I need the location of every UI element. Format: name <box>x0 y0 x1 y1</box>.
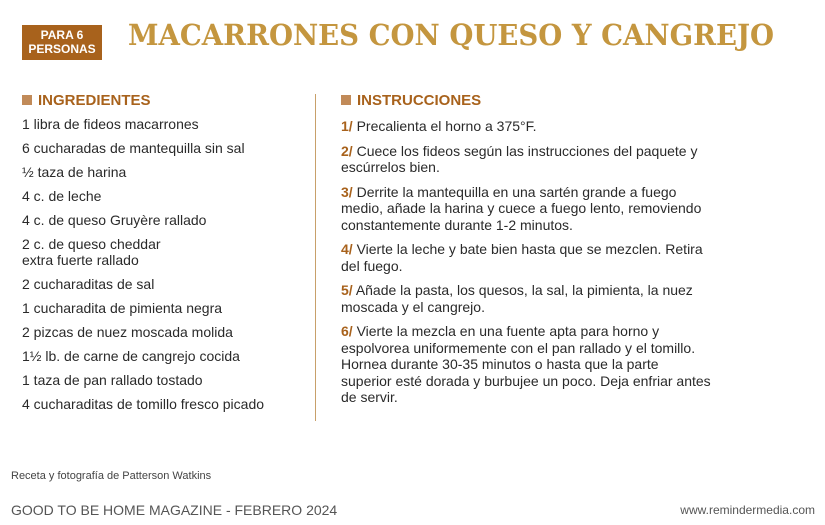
instructions-heading-label: INSTRUCCIONES <box>357 92 482 109</box>
step-text: Vierte la leche y bate bien hasta que se mezclen. Retira del fuego. <box>341 241 703 274</box>
step-text: Vierte la mezcla en una fuente apta para horno y espolvorea uniformemente con el pan rallado y el tomillo. Hornea durante 30-35 minutos o hasta que la parte superior esté dorada y burbujee un poco. Deja enfriar antes de servir. <box>341 323 711 405</box>
step-text: Cuece los fideos según las instrucciones del paquete y escúrrelos bien. <box>341 142 698 175</box>
step-number: 2/ <box>341 142 353 159</box>
step-number: 3/ <box>341 183 353 200</box>
instructions-list <box>341 118 711 414</box>
servings-badge <box>22 25 102 60</box>
magazine-footer: GOOD TO BE HOME MAGAZINE - FEBRERO 2024 <box>11 502 338 518</box>
step-number: 1/ <box>341 118 353 134</box>
column-divider <box>315 94 316 421</box>
step-number: 5/ <box>341 282 353 298</box>
recipe-title: MACARRONES CON QUESO Y CANGREJO <box>128 18 775 52</box>
instruction-step <box>341 323 711 406</box>
instruction-step <box>341 118 711 135</box>
instruction-step <box>341 184 711 234</box>
ingredient-item: 1½ lb. de carne de cangrejo cocida <box>22 348 240 364</box>
instruction-step <box>341 282 711 315</box>
ingredient-item: 4 c. de queso Gruyère rallado <box>22 212 207 228</box>
ingredient-item: 4 c. de leche <box>22 188 102 204</box>
step-number: 4/ <box>341 241 353 257</box>
ingredients-heading-label: INGREDIENTES <box>38 92 151 109</box>
ingredient-item: 2 c. de queso cheddar extra fuerte rallado <box>22 236 161 268</box>
ingredient-item: 6 cucharadas de mantequilla sin sal <box>22 140 245 156</box>
ingredient-item: 2 pizcas de nuez moscada molida <box>22 324 233 340</box>
ingredient-item: 4 cucharaditas de tomillo fresco picado <box>22 396 265 412</box>
ingredient-item: 2 cucharaditas de sal <box>22 276 155 292</box>
step-text: Derrite la mantequilla en una sartén grande a fuego medio, añade la harina y cuece a fuego lento, removiendo constantemente durante 1-2 minutos. <box>341 183 702 233</box>
instruction-step <box>341 241 711 274</box>
instruction-step <box>341 143 711 176</box>
servings-line1: PARA 6 <box>40 28 84 42</box>
instructions-heading <box>341 92 481 109</box>
website-link[interactable]: www.remindermedia.com <box>680 503 815 517</box>
ingredient-item: 1 libra de fideos macarrones <box>22 116 199 132</box>
ingredients-heading <box>22 92 151 109</box>
ingredient-item: 1 cucharadita de pimienta negra <box>22 300 223 316</box>
square-bullet-icon <box>22 95 32 105</box>
step-number: 6/ <box>341 323 353 339</box>
square-bullet-icon <box>341 95 351 105</box>
ingredients-list <box>22 116 264 420</box>
ingredient-item: 1 taza de pan rallado tostado <box>22 372 203 388</box>
step-text: Añade la pasta, los quesos, la sal, la pimienta, la nuez moscada y el cangrejo. <box>341 282 693 315</box>
servings-line2: PERSONAS <box>28 42 96 56</box>
ingredient-item: ½ taza de harina <box>22 164 127 180</box>
photo-credit: Receta y fotografía de Patterson Watkins <box>11 470 212 482</box>
step-text: Precalienta el horno a 375°F. <box>356 118 537 134</box>
